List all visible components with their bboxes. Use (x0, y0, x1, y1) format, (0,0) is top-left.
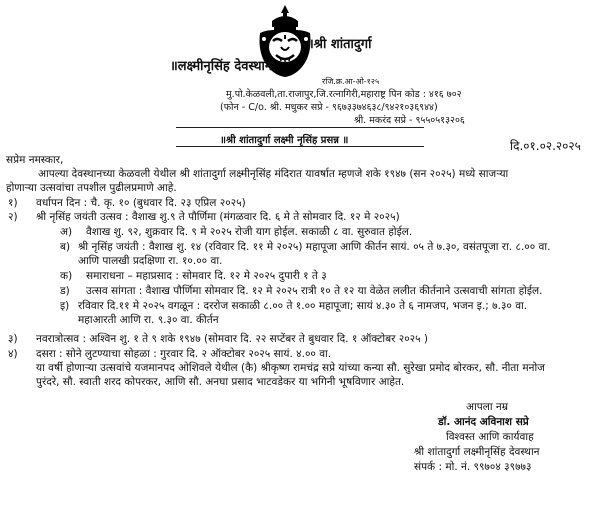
item-anniversary: वर्धापन दिन : चै. कृ. १० (बुधवार दि. २३ एप्रिल २०२५) (36, 197, 246, 209)
item-number: ४) (8, 348, 18, 360)
subitem-jayanti: श्री नृसिंह जयंती : वैशाख शु. १४ (रविवार दि. ११ मे २०२५) महापूजा आणि कीर्तन सायं. ०५ ते ७.३०, वसंतपूजा रा. ८.०० वा. (78, 241, 551, 253)
donor-line-2: पुरंदरे, सौ. स्वाती शरद कोपरकर, आणि सौ. अनघा प्रसाद भाटवडेकर या भगिनी भूषविणार आहेत. (36, 376, 405, 388)
subitem-number: ड) (60, 285, 70, 297)
subitem-number: इ) (60, 300, 70, 312)
subitem-samaradhana: समाराधना – महाप्रसाद : सोमवार दि. १२ मे २०२५ दुपारी १ ते ३ (86, 270, 327, 282)
prasanna-invocation: ॥श्री शांतादुर्गा लक्ष्मी नृसिंह प्रसन्न ॥ (220, 135, 349, 146)
item-number: २) (8, 211, 18, 223)
subitem-sangata: उत्सव सांगता : वैशाख पौर्णिमा सोमवार दि. १२ मे २०२५ रात्री १० ते १२ या वेळेत ललीत कीर्तनाने उत्सवाची सांगता होईल. (86, 285, 543, 297)
subitem-number: क) (60, 270, 73, 282)
temple-address: मु.पो.केळवली,ता.राजापुर,जि.रत्नागिरी,महाराष्ट्र पिन कोड : ४१६ ७०२ (226, 89, 462, 100)
item-nrusinha-jayanti: श्री नृसिंह जयंती उत्सव : वैशाख शु.९ ते पौर्णिमा (मंगळवार दि. ६ मे ते सोमवार दि. १२ मे २०२५) (36, 211, 400, 223)
signatory-org: श्री शांतादुर्गा लक्ष्मीनृसिंह देवस्थान (414, 446, 540, 458)
item-number: ३) (8, 333, 18, 345)
subitem-number: ब) (60, 241, 71, 253)
registration-number: रजि.क्र.आ-ओ-१२५ (322, 77, 380, 86)
signatory-name: डॉ. आनंद अविनाश सप्रे (438, 416, 529, 428)
header-rule-bottom (176, 146, 424, 147)
intro-line-2: होणाऱ्या उत्सवांचा तपशील पुढीलप्रमाणे आहे. (6, 182, 177, 194)
subitem-daily: रविवार दि.११ मे २०२५ वगळून : दररोज सकाळी ८.०० ते १.०० महापूजा; सायं ४.३० ते ६ नामजप, भजन इ.; ७.३० वा. (78, 300, 528, 312)
item-number: १) (8, 197, 18, 209)
temple-title: ॥लक्ष्मीनृसिंह देवस्थान (170, 59, 273, 74)
item-dasara: दसरा : सोने लुटण्याचा सोहळा : गुरवार दि. २ ऑक्टोबर २०२५ सायं. ४.०० वा. (36, 348, 332, 360)
closing: आपला नम्र (466, 401, 508, 413)
contact-phones-2: श्री. मकरंद सप्रे - ९५५०५१३२०६ (354, 115, 465, 126)
signatory-role: विश्वस्त आणि कार्यवाह (446, 431, 534, 443)
item-navratri: नवरात्रोत्सव : अश्विन शु. १ ते ९ शके १९४७ (सोमवार दि. २२ सप्टेंबर ते बुधवार दि. १ ऑक्टोबर २०२५ ) (36, 333, 429, 345)
contact-phones-1: (फोन - C/o. श्री. मधुकर सप्रे - ९६७३३७४६३८/९४२१०३६९४४) (220, 102, 438, 113)
header-rule-top (176, 127, 424, 128)
signatory-contact: संपर्क : मो. नं. ९९७०४ ३९७७३ (414, 461, 532, 473)
greeting: सप्रेम नमस्कार, (6, 154, 64, 166)
subitem-number: अ) (60, 226, 73, 238)
intro-line-1: आपल्या देवस्थानच्या केळवली येथील श्री शांतादुर्गा लक्ष्मीनृसिंह मंदिरात यावर्षात म्हणजे शके १९४७ (सन २०२५) मध्ये साजऱ्या (38, 168, 509, 180)
deity-heading: ॥श्री शांतादुर्गा (306, 37, 372, 52)
subitem-yag: वैशाख शु. ९२, शुक्रवार दि. ९ मे २०२५ रोजी याग होईल. सकाळी ८ वा. सुरुवात होईल. (86, 226, 413, 238)
subitem-daily-cont: महाआरती आणि रा. ९.३० वा. कीर्तन (78, 314, 219, 326)
letter-date: दि.०१.०२.२०२५ (510, 139, 581, 153)
subitem-jayanti-cont: आणि पालखी प्रदक्षिणा रा. १०.०० वा. (78, 255, 223, 267)
donor-line-1: या वर्षी होणाऱ्या उत्सवांचे यजमानपद ओशिवले येथील (कै) श्रीकृष्ण रामचंद्र सप्रे यांच्या कन्या सौ. सुरेखा प्रमोद बोरकर, सौ. नीता मनोज (36, 362, 545, 374)
